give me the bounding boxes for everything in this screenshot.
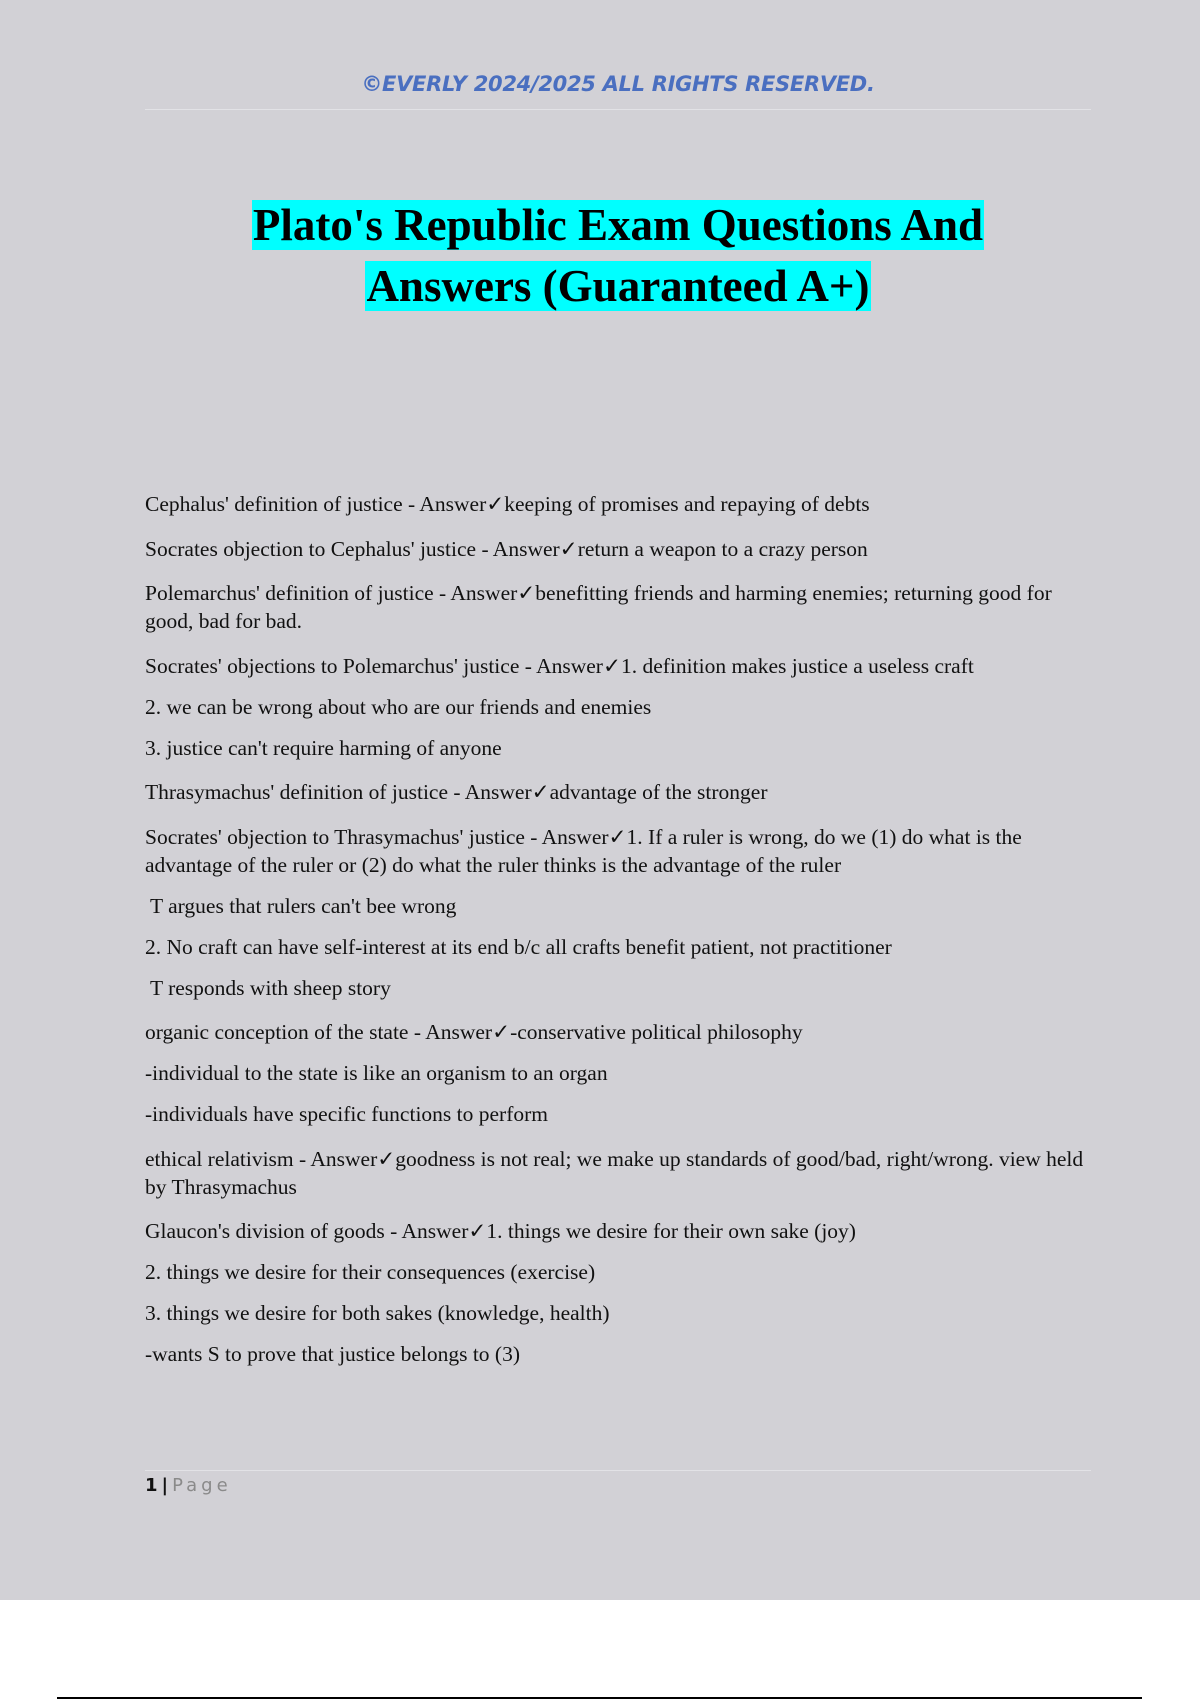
qa-item: -individuals have specific functions to perform bbox=[145, 1102, 549, 1126]
qa-item: 3. justice can't require harming of anyone bbox=[145, 735, 502, 760]
document-title bbox=[145, 195, 1091, 317]
page-footer bbox=[145, 1475, 232, 1496]
next-page-top-rule bbox=[57, 1697, 1142, 1699]
qa-item: ethical relativism - Answer✓goodness is not real; we make up standards of good/bad, right/wrong. view held by Thrasymachus bbox=[145, 1146, 1084, 1199]
qa-item: T argues that rulers can't bee wrong bbox=[145, 893, 457, 918]
copyright-header: ©EVERLY 2024/2025 ALL RIGHTS RESERVED. bbox=[361, 72, 875, 96]
qa-content bbox=[145, 490, 1085, 1385]
qa-item: Socrates' objections to Polemarchus' justice - Answer✓1. definition makes justice a useless craft bbox=[145, 653, 974, 678]
qa-item: Socrates objection to Cephalus' justice - Answer✓return a weapon to a crazy person bbox=[145, 536, 868, 561]
qa-item: -individual to the state is like an organism to an organ bbox=[145, 1061, 608, 1085]
qa-item: -wants S to prove that justice belongs to (3) bbox=[145, 1342, 520, 1366]
title-line-2: Answers (Guaranteed A+) bbox=[366, 261, 870, 311]
qa-item: Polemarchus' definition of justice - Answer✓benefitting friends and harming enemies; returning good for good, bad for bad. bbox=[145, 581, 1052, 633]
footer-separator: | bbox=[161, 1475, 169, 1496]
qa-item: Thrasymachus' definition of justice - Answer✓advantage of the stronger bbox=[145, 780, 768, 804]
page-label: Page bbox=[172, 1475, 232, 1496]
qa-item: 2. No craft can have self-interest at its end b/c all crafts benefit patient, not practitioner bbox=[145, 934, 892, 959]
qa-item: Cephalus' definition of justice - Answer✓keeping of promises and repaying of debts bbox=[145, 492, 870, 516]
qa-item: 3. things we desire for both sakes (knowledge, health) bbox=[145, 1301, 610, 1325]
header-divider bbox=[145, 109, 1091, 110]
qa-item: Glaucon's division of goods - Answer✓1. things we desire for their own sake (joy) bbox=[145, 1219, 856, 1243]
qa-item: organic conception of the state - Answer✓-conservative political philosophy bbox=[145, 1020, 803, 1044]
title-line-1: Plato's Republic Exam Questions And bbox=[252, 200, 984, 250]
qa-item: 2. things we desire for their consequences (exercise) bbox=[145, 1260, 596, 1284]
footer-divider bbox=[145, 1470, 1091, 1471]
qa-item: Socrates' objection to Thrasymachus' justice - Answer✓1. If a ruler is wrong, do we (1) do what is the advantage of the ruler or (2) do what the ruler thinks is the advantage of the ruler bbox=[145, 824, 1022, 877]
qa-item: 2. we can be wrong about who are our friends and enemies bbox=[145, 694, 652, 719]
qa-item: T responds with sheep story bbox=[145, 975, 391, 1000]
page-number: 1 bbox=[145, 1475, 158, 1496]
